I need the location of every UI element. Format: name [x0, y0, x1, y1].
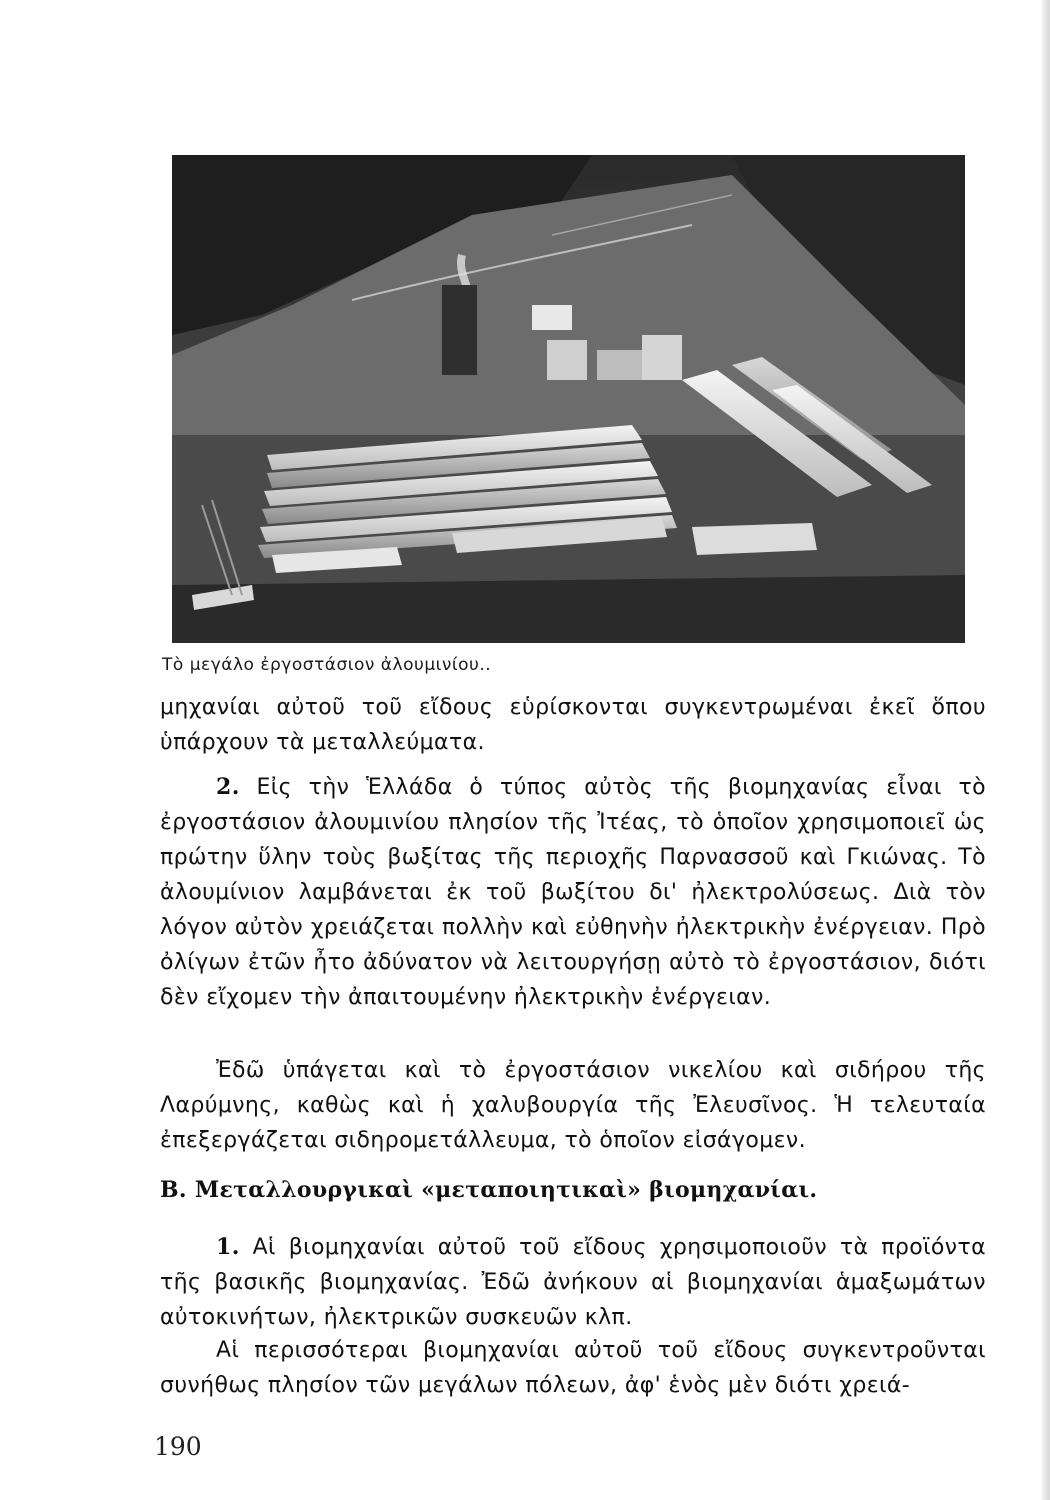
building-mid-1	[547, 340, 587, 380]
building-top	[532, 305, 572, 330]
building-mid-3	[642, 335, 682, 380]
factory-aerial-photo	[172, 155, 965, 643]
foreground-shadow	[172, 575, 965, 643]
paragraph-4-text	[160, 1230, 986, 1335]
paragraph-1	[160, 690, 986, 760]
paragraph-2-text	[160, 770, 986, 1015]
paragraph-4	[160, 1230, 986, 1335]
paragraph-2-body: Εἰς τὴν Ἑλλάδα ὁ τύπος αὐτὸς τῆς βιομηχανίας εἶναι τὸ ἐργοστάσιον ἀλουμινίου πλησίον τῆς Ἰτέας, τὸ ὁποῖον χρησιμοποιεῖ ὡς πρώτην ὕλην τοὺς βωξίτας τῆς περιοχῆς Παρνασσοῦ καὶ Γκιώνας. Τὸ ἀλουμίνιον λαμβάνεται ἐκ τοῦ βωξίτου δι' ἠλεκτρολύσεως. Διὰ τὸν λόγον αὐτὸν χρειάζεται πολλὴν καὶ εὐθηνὴν ἠλεκτρικὴν ἐνέργειαν. Πρὸ ὀλίγων ἐτῶν ἦτο ἀδύνατον νὰ λειτουργήσῃ αὐτὸ τὸ ἐργοστάσιον, διότι δὲν εἴχομεν τὴν ἀπαιτουμένην ἠλεκτρικὴν ἐνέργειαν.	[160, 775, 986, 1010]
building-bottom-right	[692, 523, 817, 555]
paragraph-5-text: Αἱ περισσότεραι βιομηχανίαι αὐτοῦ τοῦ εἴδους συγκεντροῦνται συνήθως πλησίον τῶν μεγάλων πόλεων, ἀφ' ἑνὸς μὲν διότι χρειά-	[160, 1338, 986, 1398]
section-heading: Β. Μεταλλουργικαὶ «μεταποιητικαὶ» βιομηχανίαι.	[160, 1177, 818, 1203]
paragraph-1-text: μηχανίαι αὐτοῦ τοῦ εἴδους εὑρίσκονται συγκεντρωμέναι ἐκεῖ ὅπου ὑπάρχουν τὰ μεταλλεύματα.	[160, 695, 986, 755]
paragraph-4-number: 1.	[216, 1234, 240, 1260]
paragraph-2-number: 2.	[216, 774, 240, 800]
paragraph-4-body: Αἱ βιομηχανίαι αὐτοῦ τοῦ εἴδους χρησιμοποιοῦν τὰ προϊόντα τῆς βασικῆς βιομηχανίας. Ἐδῶ ἀνήκουν αἱ βιομηχανίαι ἁμαξωμάτων αὐτοκινήτων, ἠλεκτρικῶν συσκευῶν κλπ.	[160, 1235, 986, 1330]
photo-illustration	[172, 155, 965, 643]
building-mid-2	[597, 350, 642, 380]
paragraph-3-text: Ἐδῶ ὑπάγεται καὶ τὸ ἐργοστάσιον νικελίου καὶ σιδήρου τῆς Λαρύμνης, καθὼς καὶ ἡ χαλυβουργία τῆς Ἐλευσῖνος. Ἡ τελευταία ἐπεξεργάζεται σιδηρομετάλλευμα, τὸ ὁποῖον εἰσάγομεν.	[160, 1058, 986, 1153]
dark-structure	[442, 285, 477, 375]
page-number: 190	[154, 1432, 202, 1461]
paragraph-3	[160, 1053, 986, 1158]
paragraph-2	[160, 770, 986, 1015]
page-edge-shadow	[1042, 0, 1050, 1500]
figure-caption: Τὸ μεγάλο ἐργοστάσιον ἀλουμινίου..	[162, 655, 492, 675]
paragraph-5	[160, 1333, 986, 1403]
